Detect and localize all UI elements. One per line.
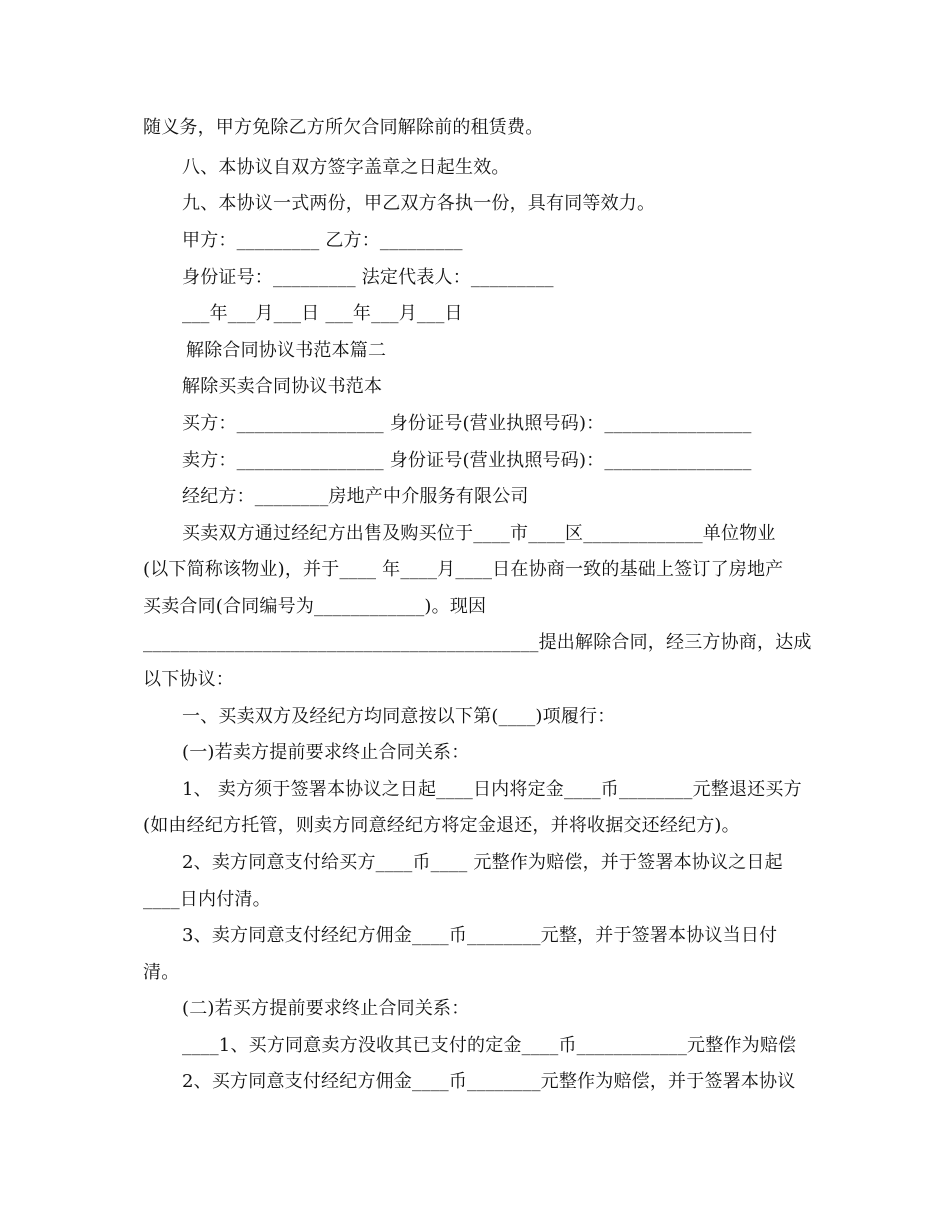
- text-line: 清。: [143, 962, 180, 983]
- document-title: 解除买卖合同协议书范本: [182, 376, 383, 397]
- section-heading: 解除合同协议书范本篇二: [186, 340, 387, 361]
- text-line: 买卖双方通过经纪方出售及购买位于____市____区_____________单位物业: [182, 523, 776, 544]
- text-line: ____1、买方同意卖方没收其已支付的定金____币____________元整作为赔偿: [182, 1035, 797, 1056]
- text-line: 1、 卖方须于签署本协议之日起____日内将定金____币________元整退还买方: [182, 779, 802, 800]
- text-line: (如由经纪方托管，则卖方同意经纪方将定金退还，并将收据交还经纪方)。: [143, 815, 740, 836]
- text-line: 卖方：________________ 身份证号(营业执照号码)：________________: [182, 450, 752, 471]
- text-line: ___年___月___日 ___年___月___日: [182, 303, 463, 324]
- text-line: 2、买方同意支付经纪方佣金____币________元整作为赔偿，并于签署本协议: [182, 1071, 796, 1092]
- text-line: 买卖合同(合同编号为____________)。现因: [143, 596, 487, 617]
- text-line: 一、买卖双方及经纪方均同意按以下第(____)项履行：: [182, 706, 616, 727]
- text-line: 买方：________________ 身份证号(营业执照号码)：________________: [182, 413, 752, 434]
- text-line: 九、本协议一式两份，甲乙双方各执一份，具有同等效力。: [182, 193, 656, 214]
- text-line: 经纪方：________房地产中介服务有限公司: [182, 486, 529, 507]
- text-line: (一)若卖方提前要求终止合同关系：: [182, 742, 470, 763]
- text-line: 甲方：_________ 乙方：_________: [182, 230, 463, 251]
- text-line: 3、卖方同意支付经纪方佣金____币________元整，并于签署本协议当日付: [182, 925, 778, 946]
- text-line: 2、卖方同意支付给买方____币____ 元整作为赔偿，并于签署本协议之日起: [182, 852, 783, 873]
- text-line: 以下协议：: [143, 669, 234, 690]
- text-line: (以下简称该物业)，并于____ 年____月____日在协商一致的基础上签订了房地产: [143, 559, 784, 580]
- text-line: 身份证号：_________ 法定代表人：_________: [182, 267, 554, 288]
- text-line: (二)若买方提前要求终止合同关系：: [182, 998, 470, 1019]
- text-line: ____日内付清。: [143, 889, 271, 910]
- text-line: 随义务，甲方免除乙方所欠合同解除前的租赁费。: [143, 117, 544, 138]
- text-line: 八、本协议自双方签字盖章之日起生效。: [182, 157, 510, 178]
- text-line: ___________________________________________提出解除合同，经三方协商，达成: [143, 632, 812, 653]
